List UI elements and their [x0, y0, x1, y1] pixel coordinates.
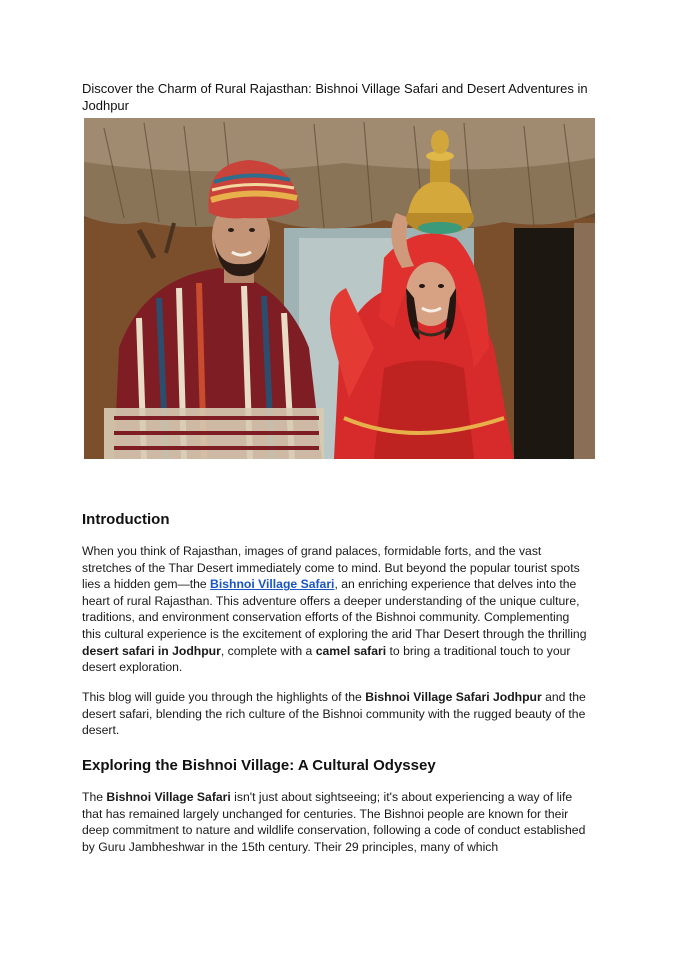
intro-p1-text-3: , complete with a: [220, 643, 316, 658]
intro-paragraph-2: [82, 689, 590, 739]
intro-p2-text-2: and the desert safari, blending the rich culture of the Bishnoi community with the rugged beauty of the desert.: [82, 690, 586, 738]
photo-of-couple-in-traditional-rajasthani-attire: [84, 118, 595, 459]
hero-photo: [84, 118, 595, 459]
intro-p1-bold-1: desert safari in Jodhpur: [82, 643, 221, 658]
document-title: Discover the Charm of Rural Rajasthan: Bishnoi Village Safari and Desert Adventures in Jodhpur: [82, 81, 588, 113]
intro-p2-bold-1: Bishnoi Village Safari Jodhpur: [365, 690, 542, 704]
intro-p1-text-2: , an enriching experience that delves into the heart of rural Rajasthan. This adventure offers a deeper understanding of the unique culture, traditions, and environment conservation efforts of the Bishnoi community. Complementing this cultural experience is the excitement of exploring the arid Thar Desert through the thrilling: [82, 577, 587, 641]
s2-p1-text-1: The: [82, 790, 107, 804]
section-2-paragraph-1: [82, 789, 590, 855]
s2-p1-text-2: isn't just about sightseeing; it's about experiencing a way of life that has remained largely unchanged for centuries. The Bishnoi people are known for their deep commitment to nature and wildlife conservation, following a code of conduct established by Guru Jambheshwar in the 15th century. Their 29 principles, many of which: [82, 790, 586, 854]
intro-p1-text-1: When you think of Rajasthan, images of grand palaces, formidable forts, and the vast stretches of the Thar Desert immediately come to mind. But beyond the popular tourist spots lies a hidden gem—the: [82, 544, 580, 592]
s2-p1-bold-1: Bishnoi Village Safari: [106, 790, 231, 804]
intro-p1-text-4: to bring a traditional touch to your desert exploration.: [82, 643, 571, 675]
intro-paragraph-1: [82, 543, 590, 676]
intro-heading: Introduction: [82, 511, 170, 528]
intro-p1-bold-2: camel safari: [315, 643, 387, 658]
intro-p2-text-1: This blog will guide you through the highlights of the: [82, 690, 366, 704]
bishnoi-village-safari-link[interactable]: Bishnoi Village Safari: [210, 577, 335, 592]
section-2-heading: Exploring the Bishnoi Village: A Cultural Odyssey: [82, 757, 436, 774]
